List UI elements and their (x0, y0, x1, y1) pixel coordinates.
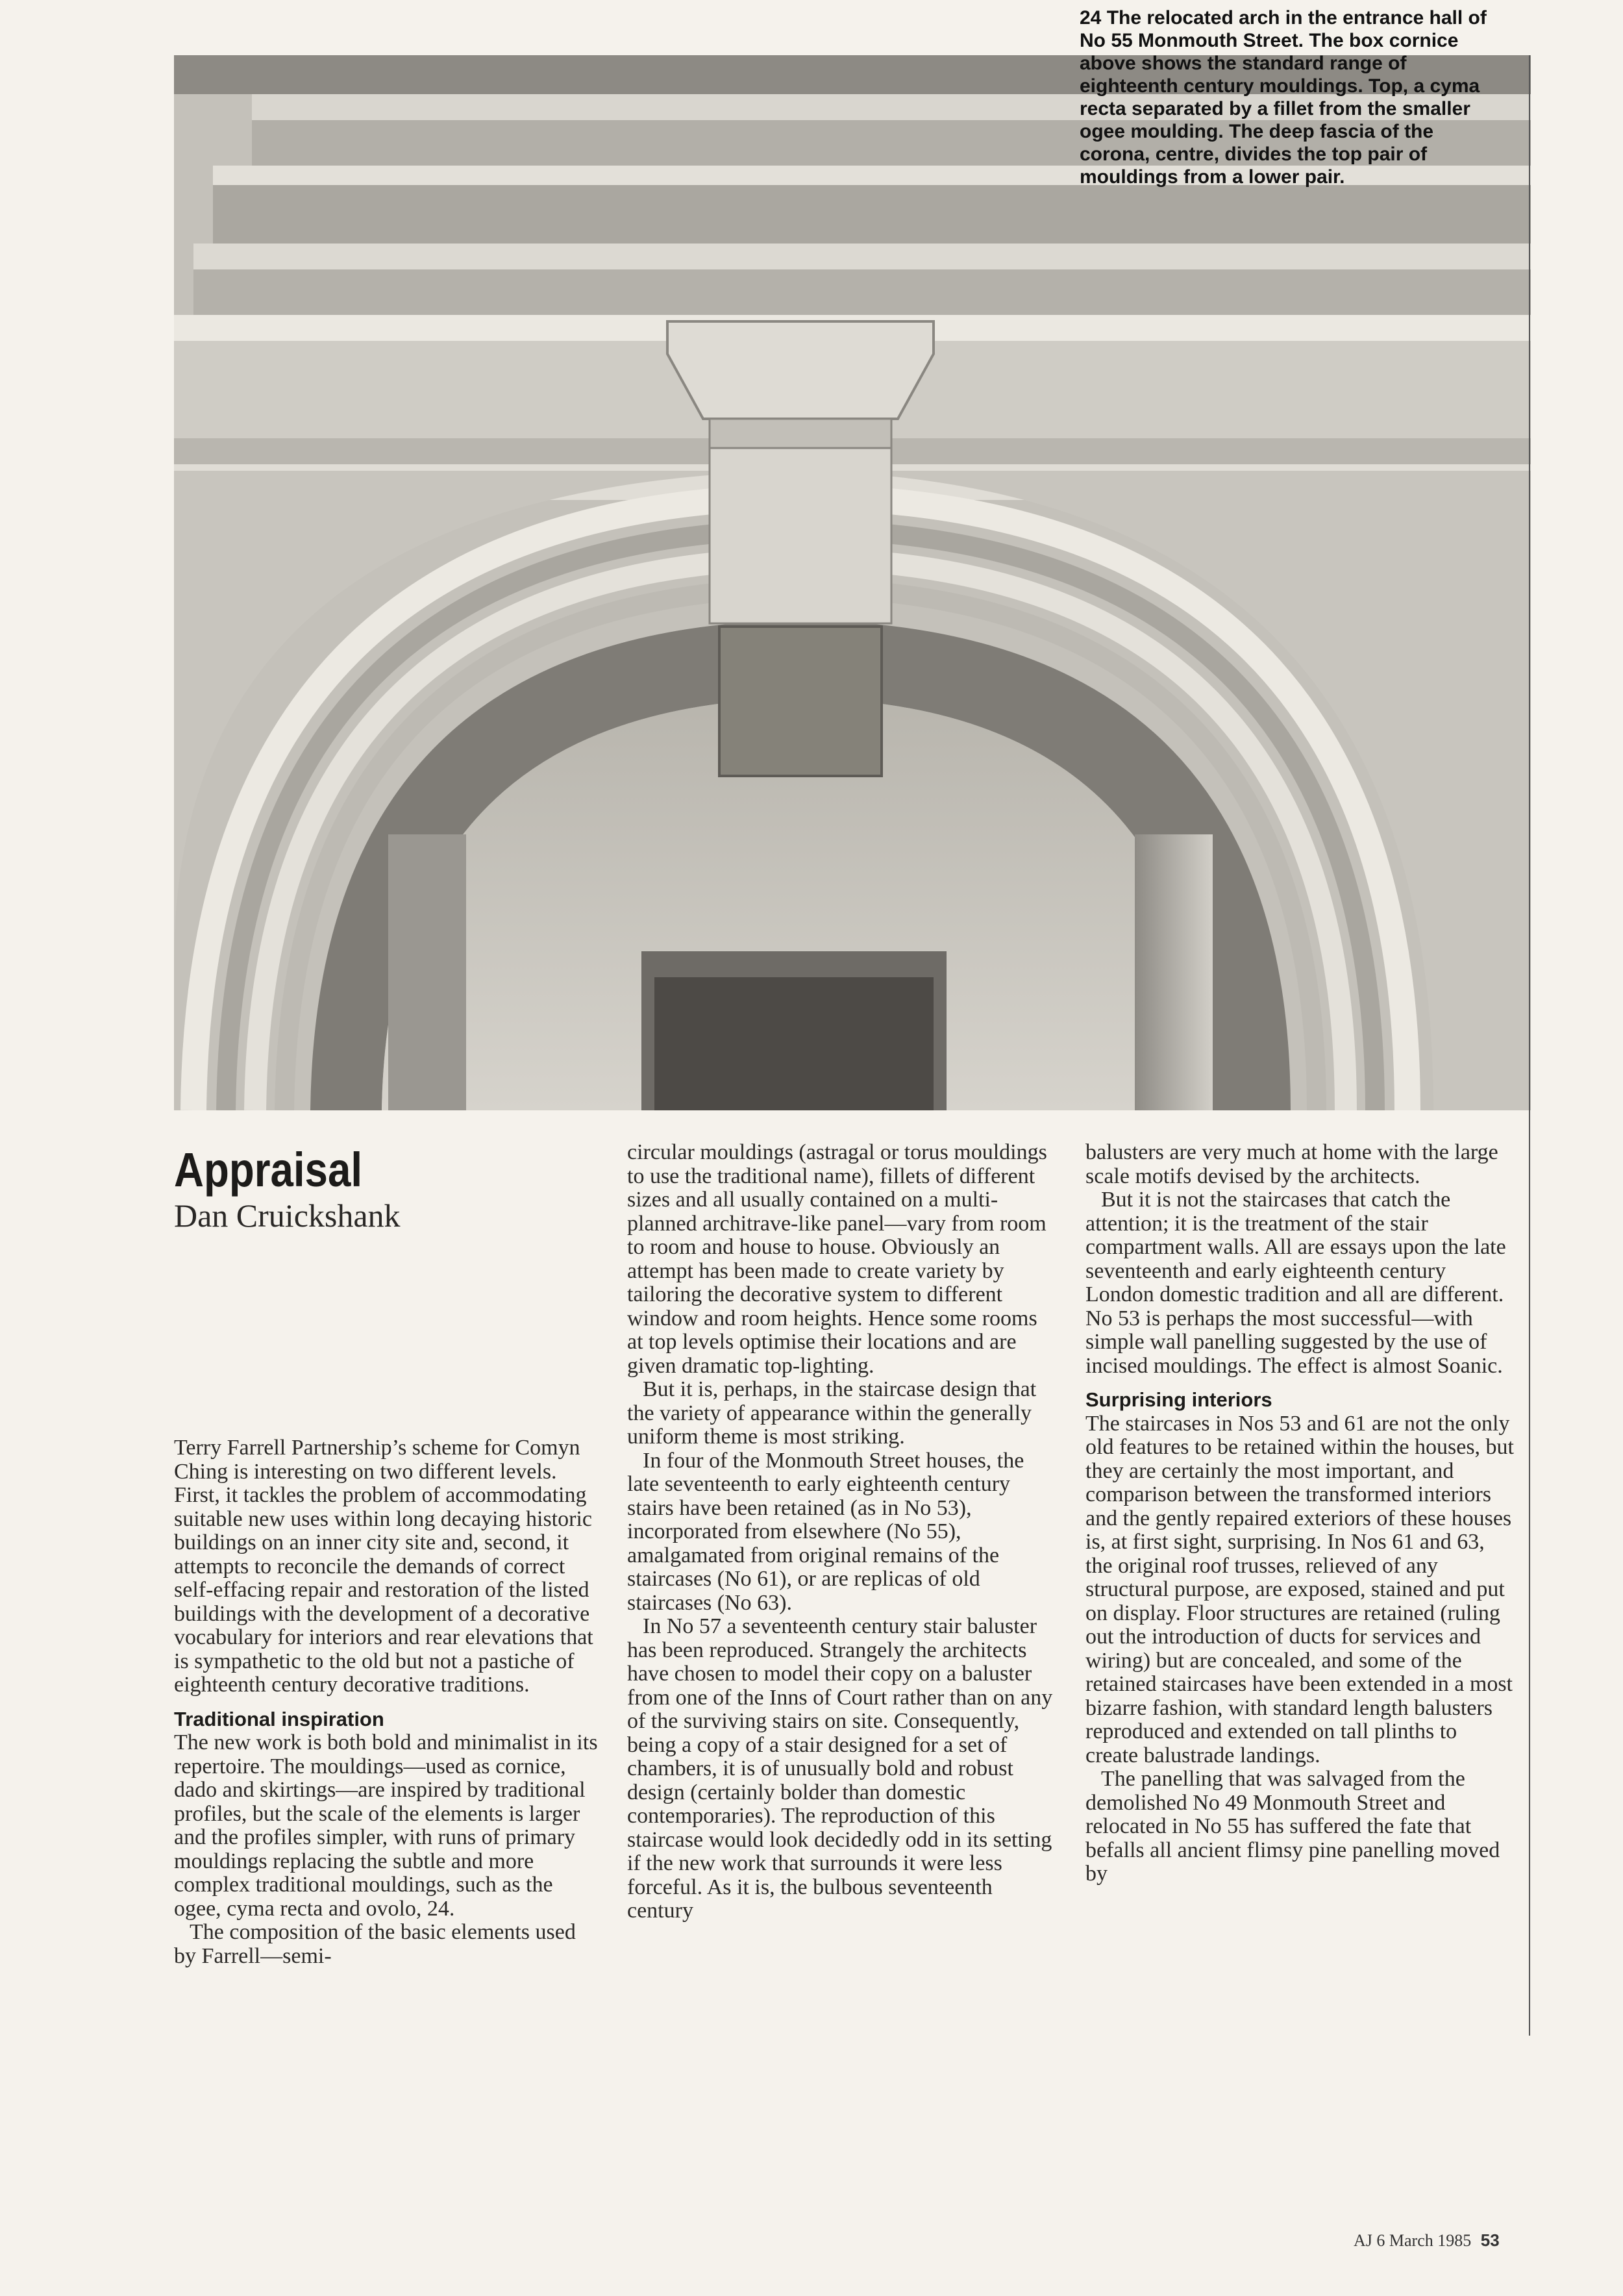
paragraph: The panelling that was salvaged from the demolished No 49 Monmouth Street and relocated in No 55 has suffered the fate that befalls all ancient flimsy pine panelling moved by (1085, 1767, 1500, 1886)
paragraph: But it is not the staircases that catch the attention; it is the treatment of the stair compartment walls. All are essays upon the late seventeenth and early eighteenth century London domestic tradition and all are different. No 53 is perhaps the most successful—with simple wall panelling suggested by the use of incised mouldings. The effect is almost Soanic. (1085, 1188, 1506, 1378)
paragraph: In four of the Monmouth Street houses, the late seventeenth to early eighteenth century stairs have been retained (as in No 53), incorporated from elsewhere (No 55), amalgamated from original remains of the staircases (No 61), or are replicas of old staircases (No 63). (627, 1448, 1024, 1615)
paragraph: The new work is both bold and minimalist in its repertoire. The mouldings—used as cornice, dado and skirtings—are inspired by traditional profiles, but the scale of the elements is larger and the profiles simpler, with runs of primary mouldings replacing the subtle and more complex traditional mouldings, such as the ogee, cyma recta and ovolo, 24. (174, 1730, 598, 1921)
column-3 (1085, 1141, 1514, 1886)
column-1 (174, 1436, 602, 1968)
paragraph: The composition of the basic elements used by Farrell—semi- (174, 1920, 576, 1968)
article-heading: Appraisal (174, 1143, 363, 1197)
paragraph: Terry Farrell Partnership’s scheme for Comyn Ching is interesting on two different levels. First, it tackles the problem of accommodating suitable new uses within long decaying historic buildings on an inner city site and, second, it attempts to reconcile the demands of correct self-effacing repair and restoration of the listed buildings with the development of a decorative vocabulary for interiors and rear elevations that is sympathetic to the old but not a pastiche of eighteenth century decorative traditions. (174, 1436, 593, 1697)
paragraph: The staircases in Nos 53 and 61 are not the only old features to be retained within the houses, but they are certainly the most important, and comparison between the transformed interiors and the gently repaired exteriors of these houses is, at first sight, surprising. In Nos 61 and 63, the original roof trusses, relieved of any structural purpose, are exposed, stained and put on display. Floor structures are retained (ruling out the introduction of ducts for services and wiring) but are concealed, and some of the retained staircases have been extended in a most bizarre fashion, with standard length balusters reproduced and extended on tall plinths to create balustrade landings. (1085, 1411, 1514, 1767)
right-edge-rule (1529, 55, 1530, 2036)
photo-arch (174, 55, 1531, 1110)
paragraph: circular mouldings (astragal or torus mouldings to use the traditional name), fillets of different sizes and all usually contained on a multi-planned architrave-like panel—vary from room to room and house to house. Obviously an attempt has been made to create variety by tailoring the decorative system to different window and room heights. Hence some rooms at top levels optimise their locations and are given dramatic top-lighting. (627, 1140, 1047, 1378)
author-byline: Dan Cruickshank (174, 1197, 401, 1234)
figure-caption: 24 The relocated arch in the entrance hall of No 55 Monmouth Street. The box cornice above shows the standard range of eighteenth century mouldings. Top, a cyma recta separated by a fillet from the smaller ogee moulding. The deep fascia of the corona, centre, divides the top pair of mouldings from a lower pair. (1080, 7, 1487, 188)
journal-date: AJ 6 March 1985 (1354, 2231, 1472, 2250)
paragraph: But it is, perhaps, in the staircase design that the variety of appearance within the generally uniform theme is most striking. (627, 1377, 1037, 1449)
subheading: Traditional inspiration (174, 1707, 384, 1730)
page-number: 53 (1480, 2230, 1500, 2250)
column-2 (627, 1141, 1056, 1923)
paragraph: In No 57 a seventeenth century stair baluster has been reproduced. Strangely the architects have chosen to model their copy on a baluster from one of the Inns of Court rather than on any of the surviving stairs on site. Consequently, being a copy of a stair designed for a set of chambers, it is of unusually bold and robust design (certainly bolder than domestic contemporaries). The reproduction of this staircase would look decidedly odd in its setting if the new work that surrounds it were less forceful. As it is, the bulbous seventeenth century (627, 1614, 1053, 1923)
subheading: Surprising interiors (1085, 1388, 1272, 1411)
page-footer (1354, 2230, 1500, 2251)
paragraph: balusters are very much at home with the large scale motifs devised by the architects. (1085, 1140, 1498, 1188)
